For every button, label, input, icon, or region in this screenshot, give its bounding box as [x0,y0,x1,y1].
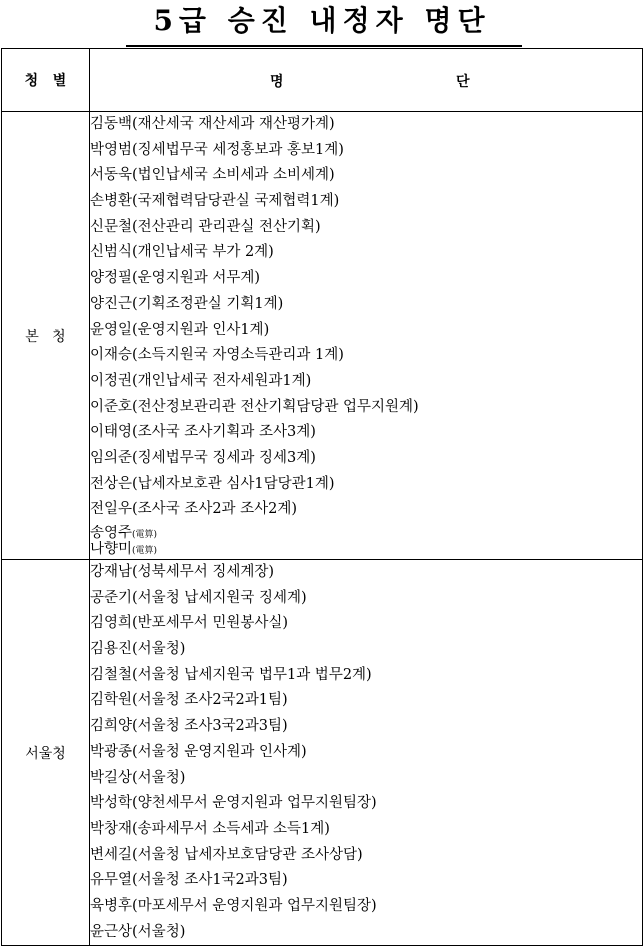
list-item: 윤영일(운영지원과 인사1계) [90,321,270,338]
list-item-note: (電算) [132,546,158,556]
list-item: 김철철(서울청 납세지원국 법무1과 법무2계) [90,666,372,683]
list-item: 육병후(마포세무서 운영지원과 업무지원팀장) [90,897,377,914]
list-item: 김용진(서울청) [90,641,186,658]
header-agency: 청 별 [2,49,90,112]
section-row-seoul [2,560,643,946]
section-names-seoul [90,560,643,946]
list-item: 윤근상(서울청) [90,923,186,940]
list-item: 김희양(서울청 조사3국2과3팀) [90,718,288,735]
list-item: 박광종(서울청 운영지원과 인사계) [90,743,307,760]
list-item-name: 나향미 [90,541,133,557]
section-row-headquarters [2,112,643,560]
list-item: 서동욱(법인납세국 소비세과 소비세계) [90,167,335,184]
header-row [2,49,643,112]
list-item: 손병환(국제협력담당관실 국제협력1계) [90,193,340,210]
list-item: 변세길(서울청 납세자보호담당관 조사상담) [90,846,363,863]
header-names [90,49,643,112]
list-item-name: 송영주 [90,525,133,541]
list-item: 김동백(재산세국 재산세과 재산평가계) [90,116,335,132]
list-item: 이준호(전산정보관리관 전산기획담당관 업무지원계) [90,398,419,415]
list-item: 강재남(성북세무서 징세계장) [90,564,275,580]
list-item: 이태영(조사국 조사기획과 조사3계) [90,424,316,441]
promotion-roster-table [1,48,643,946]
list-item [90,525,642,541]
list-item: 양진근(기획조정관실 기획1계) [90,295,284,312]
list-item [90,541,642,557]
document-title: 5급 승진 내정자 명단 [153,4,491,37]
list-item: 박길상(서울청) [90,769,186,786]
title-underline [126,45,522,47]
list-item: 공준기(서울청 납세지원국 징세계) [90,589,307,606]
list-item: 유무열(서울청 조사1국2과3팀) [90,872,288,889]
list-item: 신범식(개인납세국 부가 2계) [90,244,274,261]
list-item-note: (電算) [132,530,158,540]
title-area [0,0,644,48]
list-item: 전일우(조사국 조사2과 조사2계) [90,501,298,518]
list-item: 박성학(양천세무서 운영지원과 업무지원팀장) [90,795,377,812]
list-item: 임의준(징세법무국 징세과 징세3계) [90,449,316,466]
header-names-right: 단 [456,74,470,90]
list-item: 김영희(반포세무서 민원봉사실) [90,615,289,632]
list-item: 박영범(징세법무국 세정홍보과 홍보1계) [90,141,344,158]
list-item: 양정필(운영지원과 서무계) [90,270,260,287]
list-item: 김학원(서울청 조사2국2과1팀) [90,692,288,709]
header-names-left: 명 [270,74,284,90]
list-item: 이정권(개인납세국 전자세원과1계) [90,372,312,389]
list-item: 박창재(송파세무서 소득세과 소득1계) [90,820,330,837]
section-agency-headquarters: 본 청 [2,112,90,560]
section-agency-seoul: 서울청 [2,560,90,946]
list-item: 전상은(납세자보호관 심사1담당관1계) [90,475,335,492]
section-names-headquarters [90,112,643,560]
list-item: 신문철(전산관리 관리관실 전산기획) [90,218,321,235]
list-item: 이재승(소득지원국 자영소득관리과 1계) [90,347,344,364]
